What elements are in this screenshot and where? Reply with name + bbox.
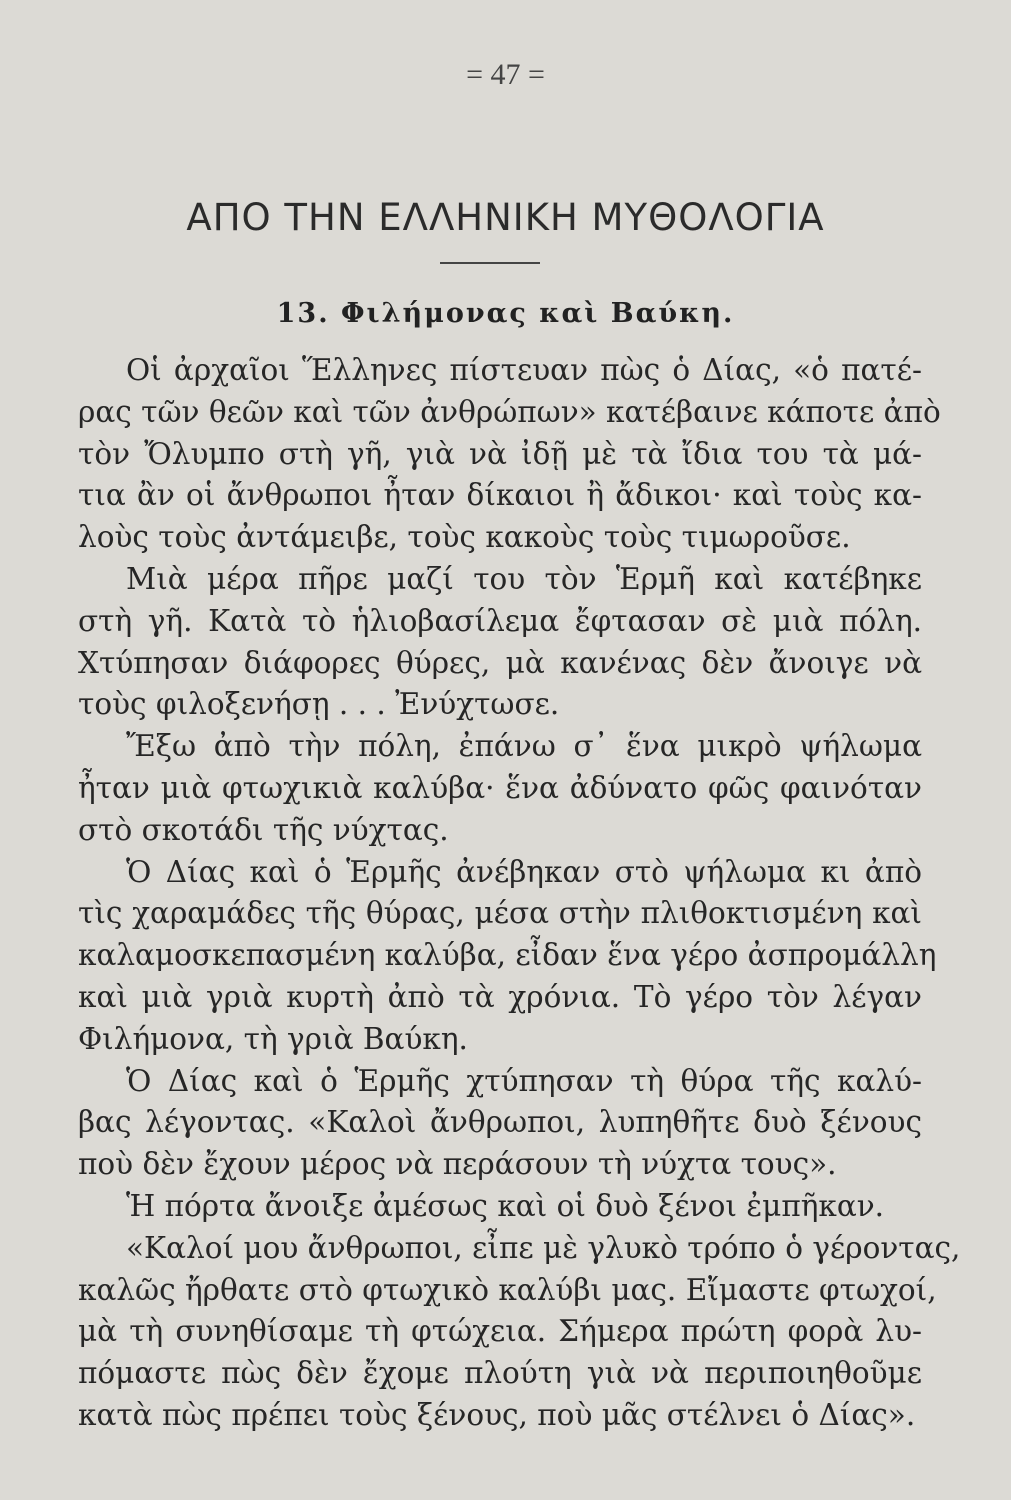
- text-line: τὸν Ὄλυμπο στὴ γῆ, γιὰ νὰ ἰδῇ μὲ τὰ ἴδια του τὰ μά-: [78, 436, 922, 471]
- text-line: τοὺς φιλοξενήσῃ . . . Ἐνύχτωσε.: [78, 687, 560, 722]
- text-line: ρας τῶν θεῶν καὶ τῶν ἀνθρώπων» κατέβαινε κάποτε ἀπὸ: [78, 394, 941, 429]
- text-line: «Καλοί μου ἄνθρωποι, εἶπε μὲ γλυκὸ τρόπο ὁ γέροντας,: [126, 1230, 961, 1265]
- page-number: = 47 =: [466, 58, 545, 91]
- text-line: Οἱ ἀρχαῖοι Ἕλληνες πίστευαν πὼς ὁ Δίας, «ὁ πατέ-: [126, 353, 922, 387]
- text-line: λοὺς τοὺς ἀντάμειβε, τοὺς κακοὺς τοὺς τιμωροῦσε.: [78, 520, 851, 555]
- text-line: τὶς χαραμάδες τῆς θύρας, μέσα στὴν πλιθοκτισμένη καὶ: [78, 896, 922, 931]
- text-line: τια ἂν οἱ ἄνθρωποι ἦταν δίκαιοι ἢ ἄδικοι· καὶ τοὺς κα-: [78, 478, 922, 513]
- text-line: καλῶς ἤρθατε στὸ φτωχικὸ καλύβι μας. Εἴμαστε φτωχοί,: [78, 1272, 937, 1307]
- chapter-heading: 13. Φιλήμονας καὶ Βαύκη.: [276, 298, 735, 329]
- text-line: καλαμοσκεπασμένη καλύβα, εἶδαν ἕνα γέρο ἀσπρομάλλη: [78, 938, 937, 973]
- text-line: ἦταν μιὰ φτωχικιὰ καλύβα· ἕνα ἀδύνατο φῶς φαινόταν: [78, 770, 922, 805]
- title-divider: [440, 262, 540, 264]
- text-line: Χτύπησαν διάφορες θύρες, μὰ κανένας δὲν ἄνοιγε νὰ: [78, 645, 922, 680]
- text-line: καὶ μιὰ γριὰ κυρτὴ ἀπὸ τὰ χρόνια. Τὸ γέρο τὸν λέγαν: [78, 979, 922, 1014]
- text-line: στὴ γῆ. Κατὰ τὸ ἡλιοβασίλεμα ἔφτασαν σὲ μιὰ πόλη.: [78, 603, 922, 638]
- text-line: μὰ τὴ συνηθίσαμε τὴ φτώχεια. Σήμερα πρώτη φορὰ λυ-: [78, 1314, 922, 1349]
- section-title: ΑΠΟ ΤΗΝ ΕΛΛΗΝΙΚΗ ΜΥΘΟΛΟΓΙΑ: [186, 196, 825, 239]
- text-line: κατὰ πὼς πρέπει τοὺς ξένους, ποὺ μᾶς στέλνει ὁ Δίας».: [78, 1397, 916, 1432]
- text-line: βας λέγοντας. «Καλοὶ ἄνθρωποι, λυπηθῆτε δυὸ ξένους: [78, 1105, 922, 1140]
- text-line: πόμαστε πὼς δὲν ἔχομε πλούτη γιὰ νὰ περιποιηθοῦμε: [78, 1356, 922, 1391]
- text-line: ποὺ δὲν ἔχουν μέρος νὰ περάσουν τὴ νύχτα τους».: [78, 1147, 837, 1182]
- text-line: Φιλήμονα, τὴ γριὰ Βαύκη.: [78, 1021, 468, 1056]
- text-line: Ὁ Δίας καὶ ὁ Ἑρμῆς ἀνέβηκαν στὸ ψήλωμα κι ἀπὸ: [126, 854, 922, 889]
- text-line: Μιὰ μέρα πῆρε μαζί του τὸν Ἑρμῆ καὶ κατέβηκε: [126, 561, 922, 596]
- text-line: Ἡ πόρτα ἄνοιξε ἀμέσως καὶ οἱ δυὸ ξένοι ἐμπῆκαν.: [126, 1188, 885, 1223]
- text-line: Ὁ Δίας καὶ ὁ Ἑρμῆς χτύπησαν τὴ θύρα τῆς καλύ-: [126, 1063, 922, 1098]
- text-line: Ἔξω ἀπὸ τὴν πόλη, ἐπάνω σ᾽ ἕνα μικρὸ ψήλωμα: [126, 729, 922, 764]
- text-line: στὸ σκοτάδι τῆς νύχτας.: [78, 812, 449, 847]
- body-text: [78, 350, 961, 1437]
